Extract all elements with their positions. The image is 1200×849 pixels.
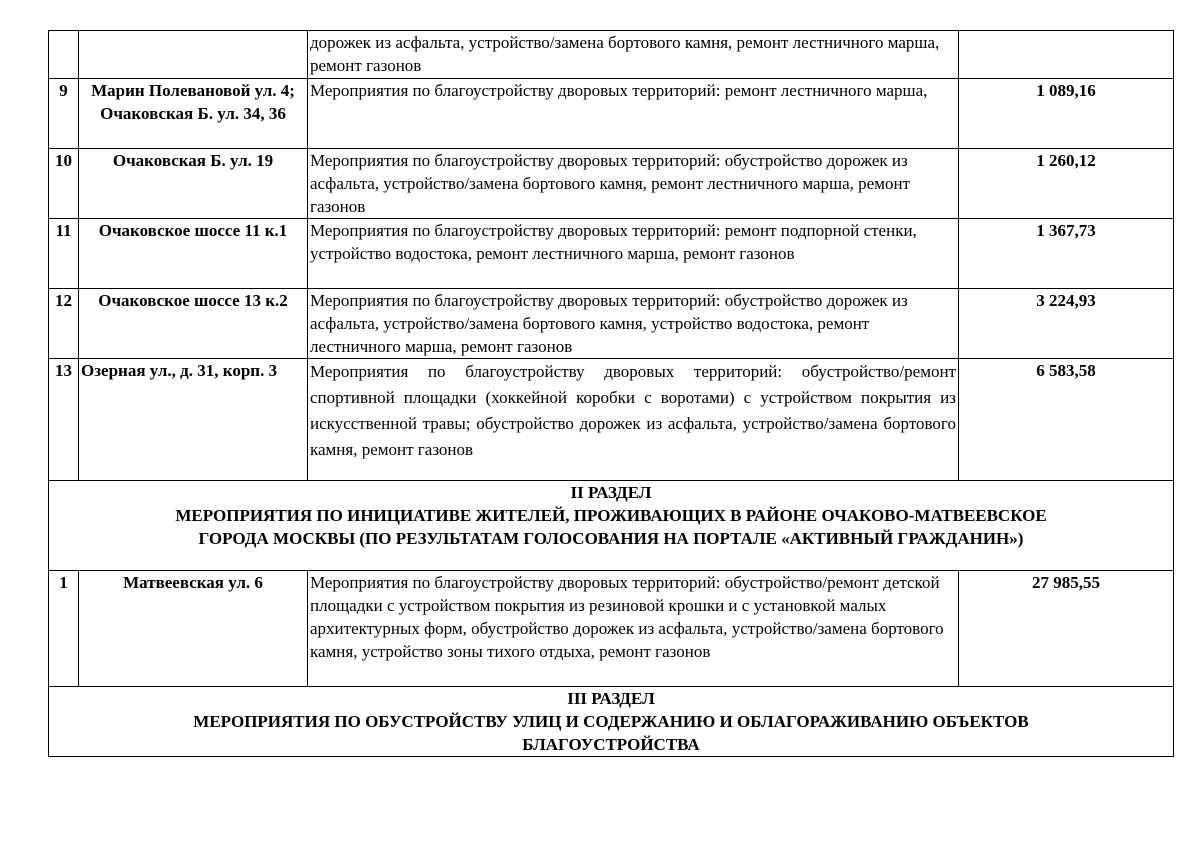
row-number: 12: [49, 289, 79, 359]
section-3-heading-line-2: БЛАГОУСТРОЙСТВА: [522, 735, 700, 754]
table-row: [49, 149, 1174, 219]
row-number: 1: [49, 571, 79, 687]
section-2-cell: [49, 481, 1174, 571]
row-amount: 3 224,93: [959, 289, 1174, 359]
section-header-2: [49, 481, 1174, 571]
row-number: [49, 31, 79, 79]
row-address: Очаковское шоссе 11 к.1: [79, 219, 308, 289]
row-amount: 1 260,12: [959, 149, 1174, 219]
section-header-3: [49, 687, 1174, 757]
table-row: [49, 289, 1174, 359]
row-amount: 1 089,16: [959, 79, 1174, 149]
row-address: Очаковская Б. ул. 19: [79, 149, 308, 219]
row-description: дорожек из асфальта, устройство/замена бортового камня, ремонт лестничного марша, ремонт газонов: [308, 31, 959, 79]
row-description: Мероприятия по благоустройству дворовых территорий: ремонт подпорной стенки, устройство водостока, ремонт лестничного марша, ремонт газонов: [308, 219, 959, 289]
row-number: 11: [49, 219, 79, 289]
row-address: Озерная ул., д. 31, корп. 3: [79, 359, 308, 481]
row-amount: 1 367,73: [959, 219, 1174, 289]
row-amount: [959, 31, 1174, 79]
row-number: 9: [49, 79, 79, 149]
row-description: Мероприятия по благоустройству дворовых территорий: обустройство дорожек из асфальта, устройство/замена бортового камня, устройство водостока, ремонт лестничного марша, ремонт газонов: [308, 289, 959, 359]
table-row: [49, 571, 1174, 687]
row-amount: 6 583,58: [959, 359, 1174, 481]
section-3-cell: [49, 687, 1174, 757]
row-address: Марин Полевановой ул. 4; Очаковская Б. ул. 34, 36: [79, 79, 308, 149]
table-row: [49, 79, 1174, 149]
section-3-title: III РАЗДЕЛ: [567, 689, 655, 708]
section-2-heading-line-1: МЕРОПРИЯТИЯ ПО ИНИЦИАТИВЕ ЖИТЕЛЕЙ, ПРОЖИВАЮЩИХ В РАЙОНЕ ОЧАКОВО-МАТВЕЕВСКОЕ: [175, 506, 1047, 525]
table-row: [49, 31, 1174, 79]
improvement-works-table: [48, 30, 1174, 757]
row-description: Мероприятия по благоустройству дворовых территорий: обустройство дорожек из асфальта, устройство/замена бортового камня, ремонт лестничного марша, ремонт газонов: [308, 149, 959, 219]
section-2-heading-line-2: ГОРОДА МОСКВЫ (ПО РЕЗУЛЬТАТАМ ГОЛОСОВАНИЯ НА ПОРТАЛЕ «АКТИВНЫЙ ГРАЖДАНИН»): [198, 529, 1024, 548]
section-2-title: II РАЗДЕЛ: [570, 483, 652, 502]
row-address: [79, 31, 308, 79]
row-amount: 27 985,55: [959, 571, 1174, 687]
table-row: [49, 359, 1174, 481]
row-description: Мероприятия по благоустройству дворовых территорий: обустройство/ремонт спортивной площадки (хоккейной коробки с воротами) с устройством покрытия из искусственной травы; обустройство дорожек из асфальта, устройство/замена бортового камня, ремонт газонов: [308, 359, 959, 481]
row-address: Очаковское шоссе 13 к.2: [79, 289, 308, 359]
row-address: Матвеевская ул. 6: [79, 571, 308, 687]
row-description: Мероприятия по благоустройству дворовых территорий: ремонт лестничного марша,: [308, 79, 959, 149]
row-number: 13: [49, 359, 79, 481]
section-3-heading-line-1: МЕРОПРИЯТИЯ ПО ОБУСТРОЙСТВУ УЛИЦ И СОДЕРЖАНИЮ И ОБЛАГОРАЖИВАНИЮ ОБЪЕКТОВ: [193, 712, 1029, 731]
row-description: Мероприятия по благоустройству дворовых территорий: обустройство/ремонт детской площадки с устройством покрытия из резиновой крошки и с установкой малых архитектурных форм, обустройство дорожек из асфальта, устройство/замена бортового камня, устройство зоны тихого отдыха, ремонт газонов: [308, 571, 959, 687]
row-number: 10: [49, 149, 79, 219]
table-row: [49, 219, 1174, 289]
